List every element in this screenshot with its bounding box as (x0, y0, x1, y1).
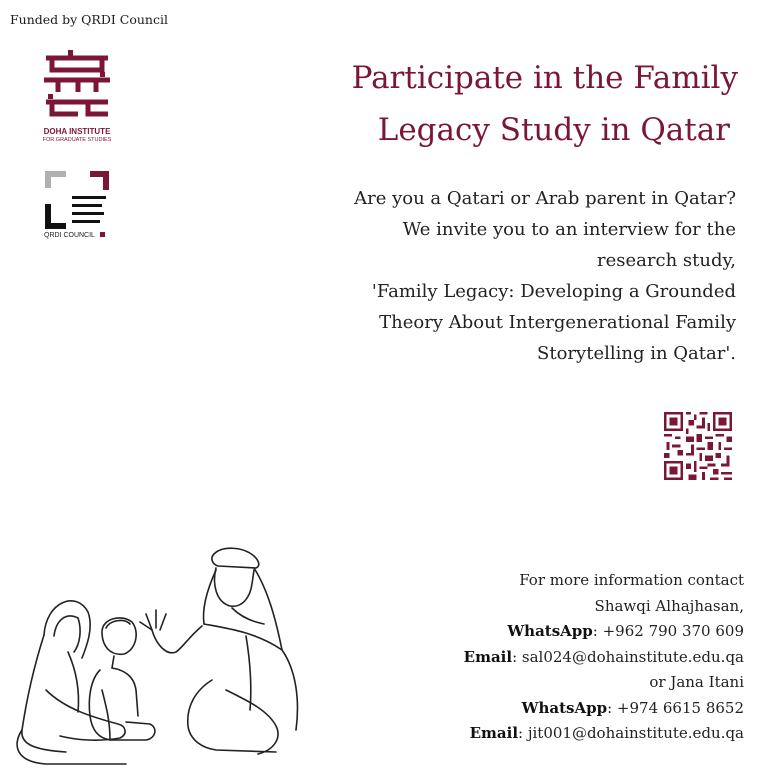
qr-code[interactable] (664, 412, 732, 480)
qrdi-caption (44, 232, 105, 239)
qrdi-logo (44, 170, 114, 239)
doha-institute-name: DOHA INSTITUTE (43, 127, 111, 136)
qrdi-logo-mark (44, 170, 114, 230)
body-line: We invite you to an interview for the (402, 219, 736, 240)
whatsapp-number-2[interactable]: : +974 6615 8652 (607, 698, 744, 717)
contact-person-2: or Jana Itani (649, 673, 744, 691)
whatsapp-label: WhatsApp (507, 622, 593, 640)
family-illustration (6, 540, 306, 768)
contact-intro: For more information contact (519, 571, 744, 589)
body-line: Theory About Intergenerational Family (379, 312, 736, 333)
body-line: research study, (597, 250, 736, 271)
whatsapp-label: WhatsApp (521, 698, 608, 717)
child-figure (89, 618, 155, 740)
contact-person-1: Shawqi Alhajhasan, (594, 596, 744, 615)
contact-info (414, 568, 744, 747)
qrdi-square-icon (100, 232, 105, 237)
doha-institute-logo (38, 50, 116, 144)
page-title (298, 52, 738, 156)
title-line-1: Participate in the Family (351, 60, 738, 96)
qrdi-caption-text: QRDI COUNCIL (44, 232, 95, 239)
whatsapp-row-1 (414, 619, 744, 645)
doha-institute-subtitle: FOR GRADUATE STUDIES (42, 137, 112, 143)
body-line: Are you a Qatari or Arab parent in Qatar? (354, 188, 736, 209)
whatsapp-row-2 (414, 696, 744, 722)
father-figure (140, 548, 297, 754)
title-line-2: Legacy Study in Qatar (377, 112, 730, 148)
email-row-2 (414, 721, 744, 747)
email-label: Email (463, 647, 513, 666)
funding-note: Funded by QRDI Council (10, 12, 168, 27)
email-row-1 (414, 645, 744, 671)
email-label: Email (469, 724, 519, 742)
body-line: Storytelling in Qatar'. (537, 343, 736, 364)
body-line: 'Family Legacy: Developing a Grounded (371, 281, 736, 302)
email-link-1[interactable]: : sal024@dohainstitute.edu.qa (512, 647, 744, 666)
doha-institute-logo-mark (38, 50, 116, 120)
whatsapp-number-1[interactable]: : +962 790 370 609 (592, 622, 744, 640)
email-link-2[interactable]: : jit001@dohainstitute.edu.qa (518, 724, 744, 742)
invitation-text (306, 183, 736, 369)
